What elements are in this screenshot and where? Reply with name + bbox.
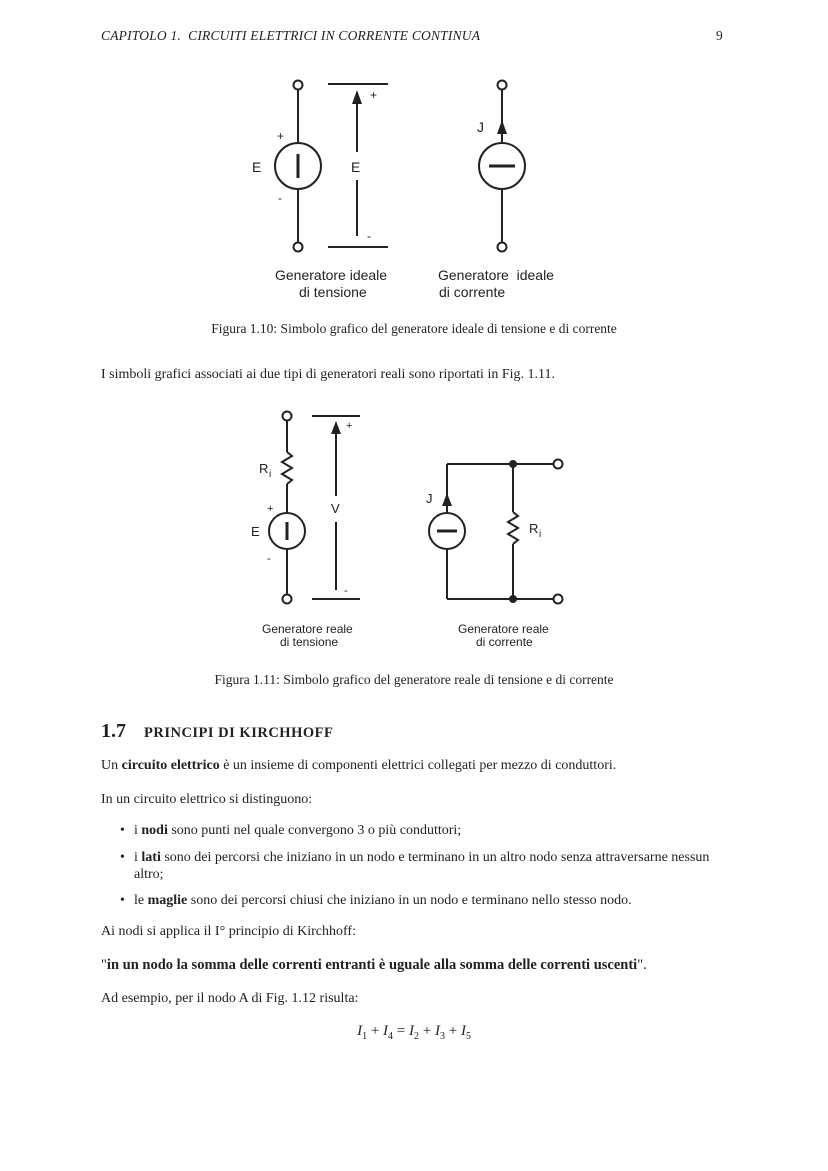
svg-text:i: i <box>539 529 542 540</box>
page-number: 9 <box>716 28 723 43</box>
svg-text:E: E <box>251 524 260 539</box>
running-title: CAPITOLO 1. CIRCUITI ELETTRICI IN CORRENTE CONTINUA <box>101 28 481 43</box>
paragraph-kirchhoff-intro: Ai nodi si applica il I° principio di Kirchhoff: <box>101 924 356 939</box>
paragraph-intro-list: In un circuito elettrico si distinguono: <box>101 792 313 807</box>
svg-text:Generatore ideale: Generatore ideale <box>275 267 388 283</box>
svg-text:E: E <box>252 159 262 175</box>
svg-text:Generatore reale: Generatore reale <box>262 622 353 636</box>
svg-text:i: i <box>269 469 272 480</box>
svg-text:-: - <box>267 553 271 565</box>
svg-text:-: - <box>344 585 348 597</box>
svg-text:di tensione: di tensione <box>299 284 367 300</box>
equation-kirchhoff-node-a: $I_1 + I_4 = I_2 + I_3 + I_5$ <box>357 1023 471 1042</box>
arrow-up-icon <box>352 90 362 104</box>
figure-1-10-caption: Figura 1.10: Simbolo grafico del generatore ideale di tensione e di corrente <box>211 321 617 336</box>
arrow-up-icon <box>497 120 507 134</box>
paragraph-definition: Un circuito elettrico è un insieme di componenti elettrici collegati per mezzo di conduttori. <box>101 758 617 773</box>
section-title: PRINCIPI DI KIRCHHOFF <box>144 725 334 741</box>
svg-text:+: + <box>277 129 285 143</box>
running-header <box>101 28 723 44</box>
svg-text:-: - <box>367 229 371 243</box>
svg-text:V: V <box>331 501 340 516</box>
svg-text:E: E <box>351 159 361 175</box>
svg-text:di tensione: di tensione <box>280 635 339 649</box>
junction-dot <box>509 595 517 603</box>
svg-text:+: + <box>346 420 353 432</box>
paragraph-figure-reference: I simboli grafici associati ai due tipi di generatori reali sono riportati in Fig. 1.11. <box>101 367 555 382</box>
figure-1-11-caption: Figura 1.11: Simbolo grafico del generatore reale di tensione e di corrente <box>214 672 614 687</box>
paragraph-example: Ad esempio, per il nodo A di Fig. 1.12 risulta: <box>101 991 359 1006</box>
svg-text:J: J <box>426 491 433 506</box>
svg-text:-: - <box>278 191 282 205</box>
svg-text:R: R <box>529 521 539 536</box>
list-item: • i lati sono dei percorsi che iniziano in un nodo e terminano in un altro nodo senza attraversarne nessun altro; <box>120 850 710 882</box>
svg-text:R: R <box>259 461 269 476</box>
svg-text:di corrente: di corrente <box>439 284 506 300</box>
figure-1-11-diagram <box>240 400 580 660</box>
arrow-up-icon <box>442 493 452 506</box>
svg-text:+: + <box>370 88 378 102</box>
list-item: • le maglie sono dei percorsi chiusi che iniziano in un nodo e terminano nello stesso nodo. <box>120 893 632 908</box>
svg-text:Generatore reale: Generatore reale <box>458 622 549 636</box>
kirchhoff-statement: "in un nodo la somma delle correnti entranti è uguale alla somma delle correnti uscenti". <box>101 957 647 973</box>
section-heading <box>101 720 333 743</box>
arrow-up-icon <box>331 421 341 434</box>
svg-text:+: + <box>267 503 274 515</box>
svg-text:di corrente: di corrente <box>476 635 533 649</box>
svg-text:J: J <box>477 119 484 135</box>
figure-1-10-diagram <box>240 70 580 310</box>
svg-text:Generatore ideale: Generatore ideale <box>438 267 554 283</box>
section-number: 1.7 <box>101 720 126 742</box>
list-item: • i nodi sono punti nel quale convergono 3 o più conduttori; <box>120 823 462 838</box>
junction-dot <box>509 460 517 468</box>
